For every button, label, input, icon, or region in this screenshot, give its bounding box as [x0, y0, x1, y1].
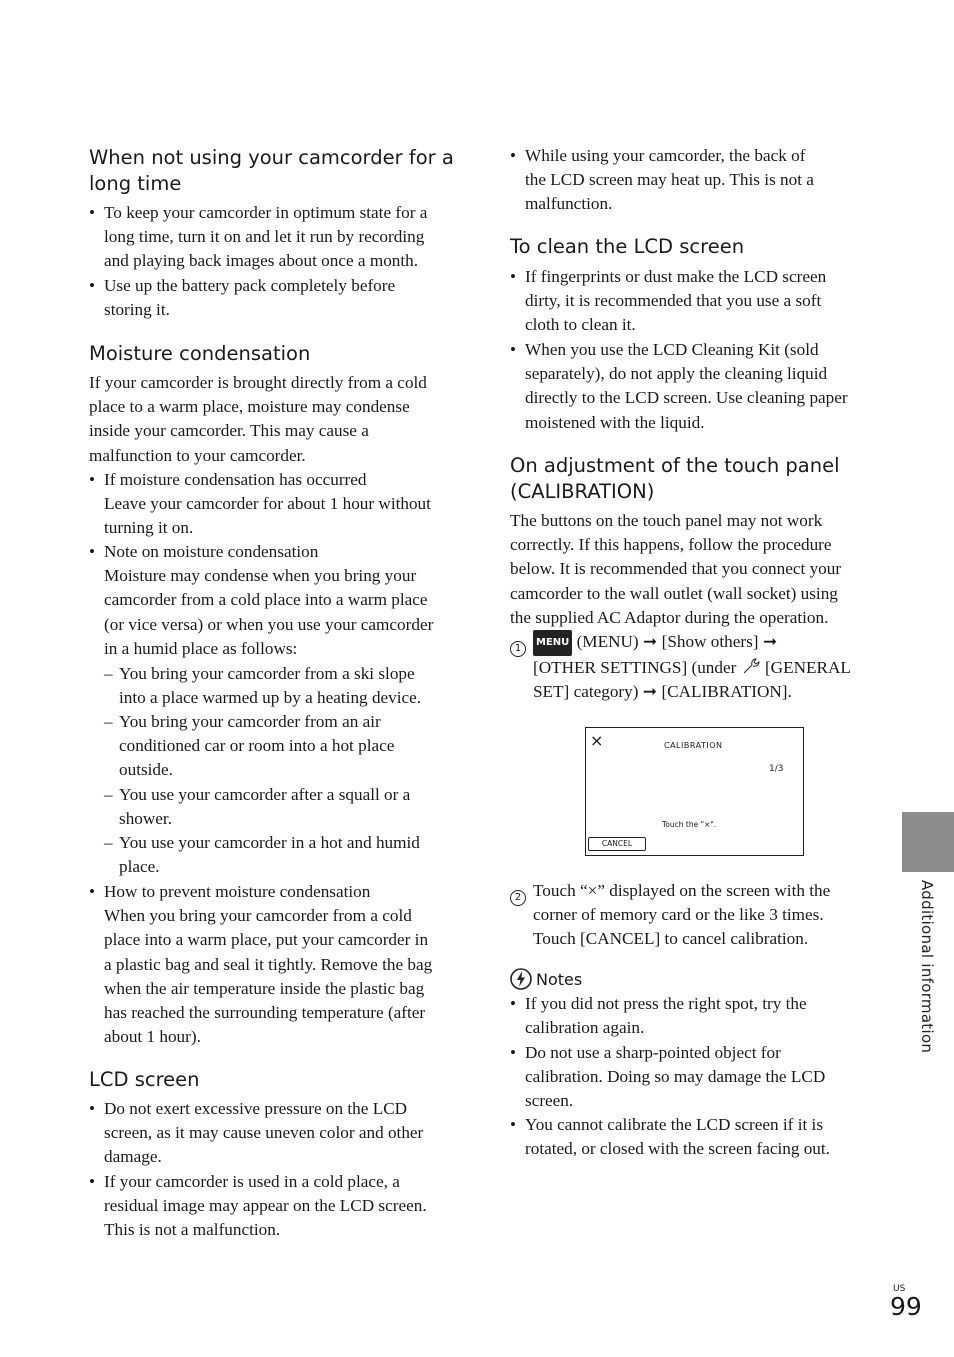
cancel-button: CANCEL — [588, 837, 646, 851]
section-title-calibration: On adjustment of the touch panel (CALIBRATION) — [510, 454, 840, 503]
moisture-paragraph: If your camcorder is brought directly from a cold place to a warm place, moisture may condense inside your camcorder. This may cause a malfunction to your camcorder. — [89, 373, 427, 465]
section-tab-marker — [902, 812, 954, 872]
section-tab-label: Additional information — [918, 880, 936, 1054]
screen-title: CALIBRATION — [664, 741, 723, 750]
screen-hint: Touch the "×". — [662, 820, 717, 829]
section-title-moisture: Moisture condensation — [89, 342, 311, 365]
screen-page-indicator: 1/3 — [769, 764, 784, 774]
calibration-paragraph: The buttons on the touch panel may not work correctly. If this happens, follow the procedure below. It is recommended that you connect your camcorder to the wall outlet (wall socket) using the supplied AC Adaptor during the operation. — [510, 511, 842, 627]
region-code: US — [893, 1284, 906, 1294]
step-number-1: 1 — [510, 641, 526, 657]
section-title-clean-lcd: To clean the LCD screen — [510, 235, 745, 258]
section-title-lcd-screen: LCD screen — [89, 1068, 200, 1091]
step-number-2: 2 — [510, 890, 526, 906]
close-icon: × — [590, 731, 604, 750]
menu-icon: MENU — [533, 630, 572, 656]
notes-icon — [510, 968, 532, 990]
section-title-not-using: When not using your camcorder for a long time — [89, 146, 454, 195]
wrench-icon — [741, 657, 761, 675]
calibration-screen-illustration — [585, 727, 804, 856]
page-number: 99 — [890, 1292, 922, 1321]
